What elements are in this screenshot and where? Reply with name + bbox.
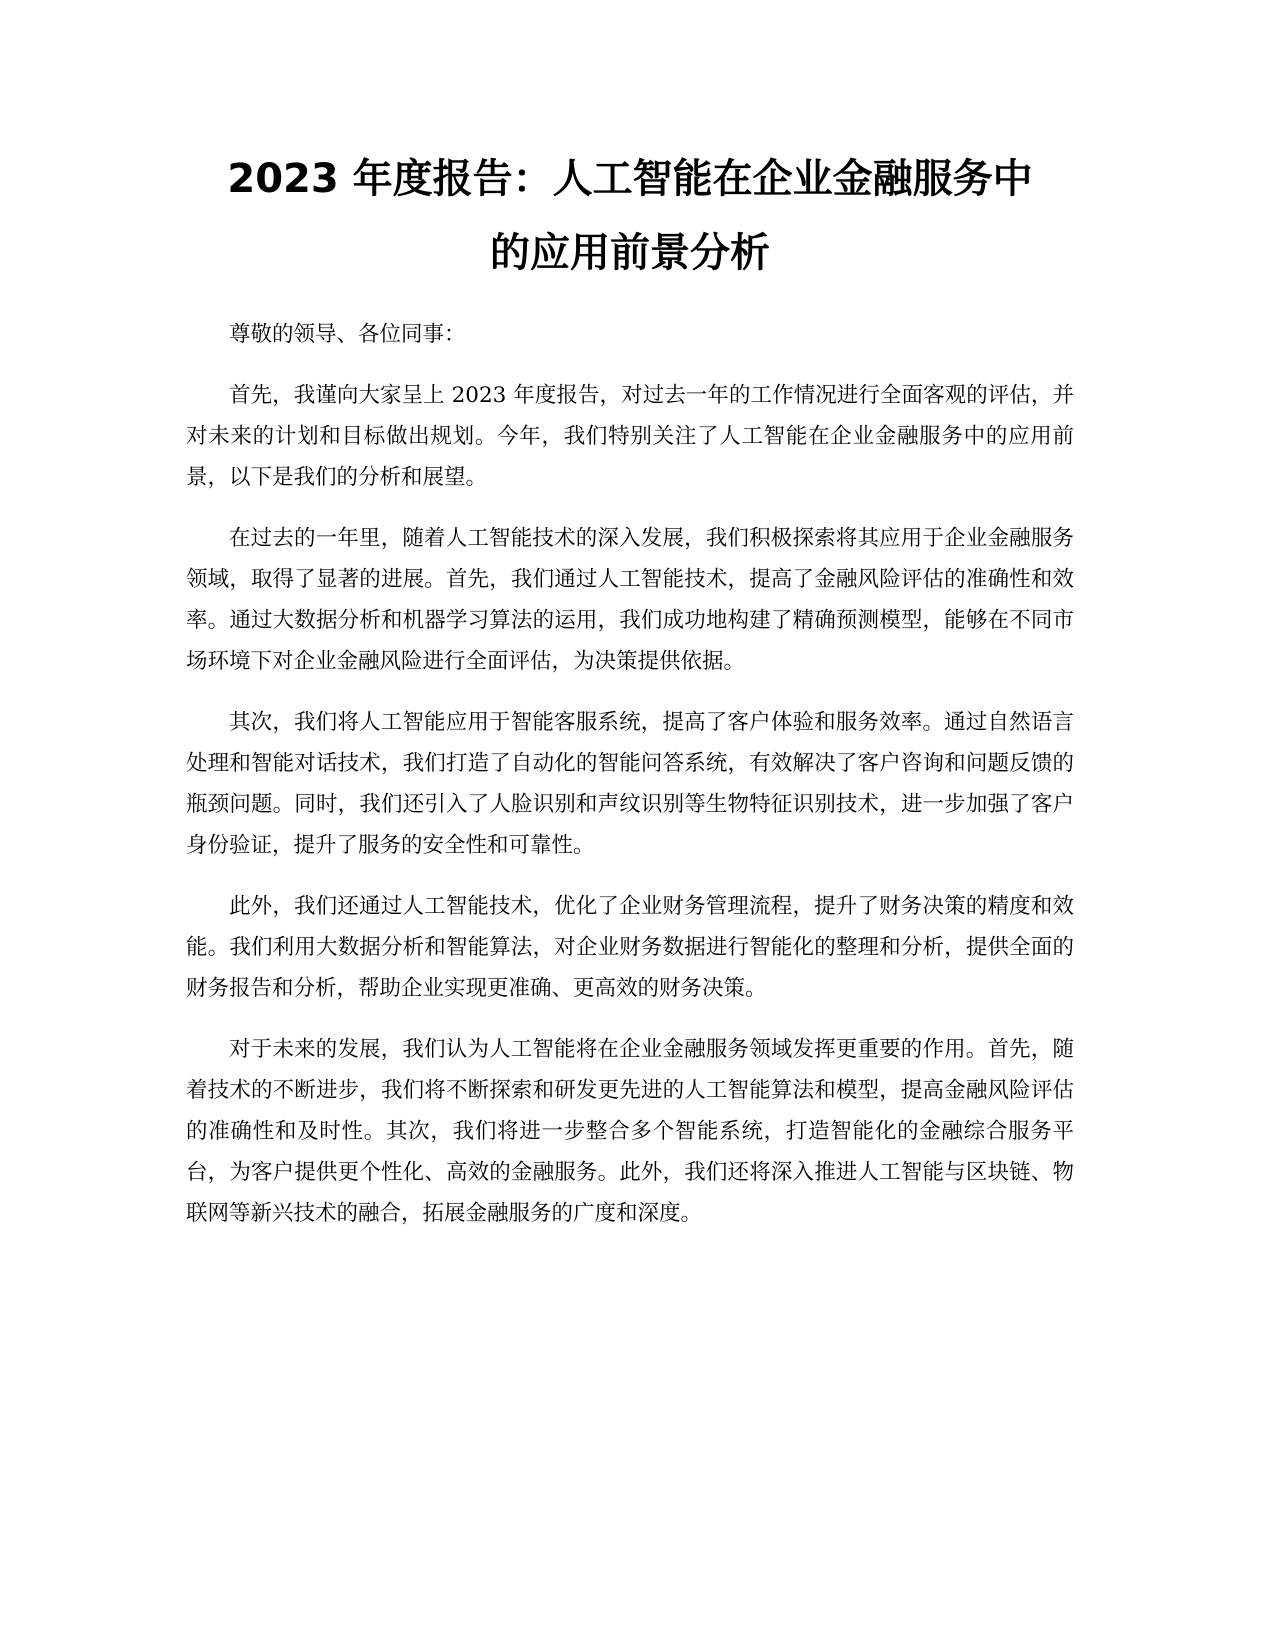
document-title <box>186 142 1074 290</box>
title-line-1: 2023 年度报告：人工智能在企业金融服务中 <box>227 156 1033 202</box>
paragraph-future-outlook: 对于未来的发展，我们认为人工智能将在企业金融服务领域发挥更重要的作用。首先，随着技术的不断进步，我们将不断探索和研发更先进的人工智能算法和模型，提高金融风险评估的准确性和及时性。其次，我们将进一步整合多个智能系统，打造智能化的金融综合服务平台，为客户提供更个性化、高效的金融服务。此外，我们还将深入推进人工智能与区块链、物联网等新兴技术的融合，拓展金融服务的广度和深度。 <box>186 1037 1074 1226</box>
salutation: 尊敬的领导、各位同事： <box>229 322 466 347</box>
paragraph-finance-management: 此外，我们还通过人工智能技术，优化了企业财务管理流程，提升了财务决策的精度和效能。我们利用大数据分析和智能算法，对企业财务数据进行智能化的整理和分析，提供全面的财务报告和分析，帮助企业实现更准确、更高效的财务决策。 <box>186 894 1074 1001</box>
paragraph-intro: 首先，我谨向大家呈上 2023 年度报告，对过去一年的工作情况进行全面客观的评估，并对未来的计划和目标做出规划。今年，我们特别关注了人工智能在企业金融服务中的应用前景，以下是我们的分析和展望。 <box>186 383 1074 490</box>
paragraph-smart-service: 其次，我们将人工智能应用于智能客服系统，提高了客户体验和服务效率。通过自然语言处理和智能对话技术，我们打造了自动化的智能问答系统，有效解决了客户咨询和问题反馈的瓶颈问题。同时，我们还引入了人脸识别和声纹识别等生物特征识别技术，进一步加强了客户身份验证，提升了服务的安全性和可靠性。 <box>186 710 1074 858</box>
paragraph-risk-assessment: 在过去的一年里，随着人工智能技术的深入发展，我们积极探索将其应用于企业金融服务领域，取得了显著的进展。首先，我们通过人工智能技术，提高了金融风险评估的准确性和效率。通过大数据分析和机器学习算法的运用，我们成功地构建了精确预测模型，能够在不同市场环境下对企业金融风险进行全面评估，为决策提供依据。 <box>186 526 1074 674</box>
title-line-2: 的应用前景分析 <box>490 230 770 276</box>
document-body <box>186 142 1074 1254</box>
